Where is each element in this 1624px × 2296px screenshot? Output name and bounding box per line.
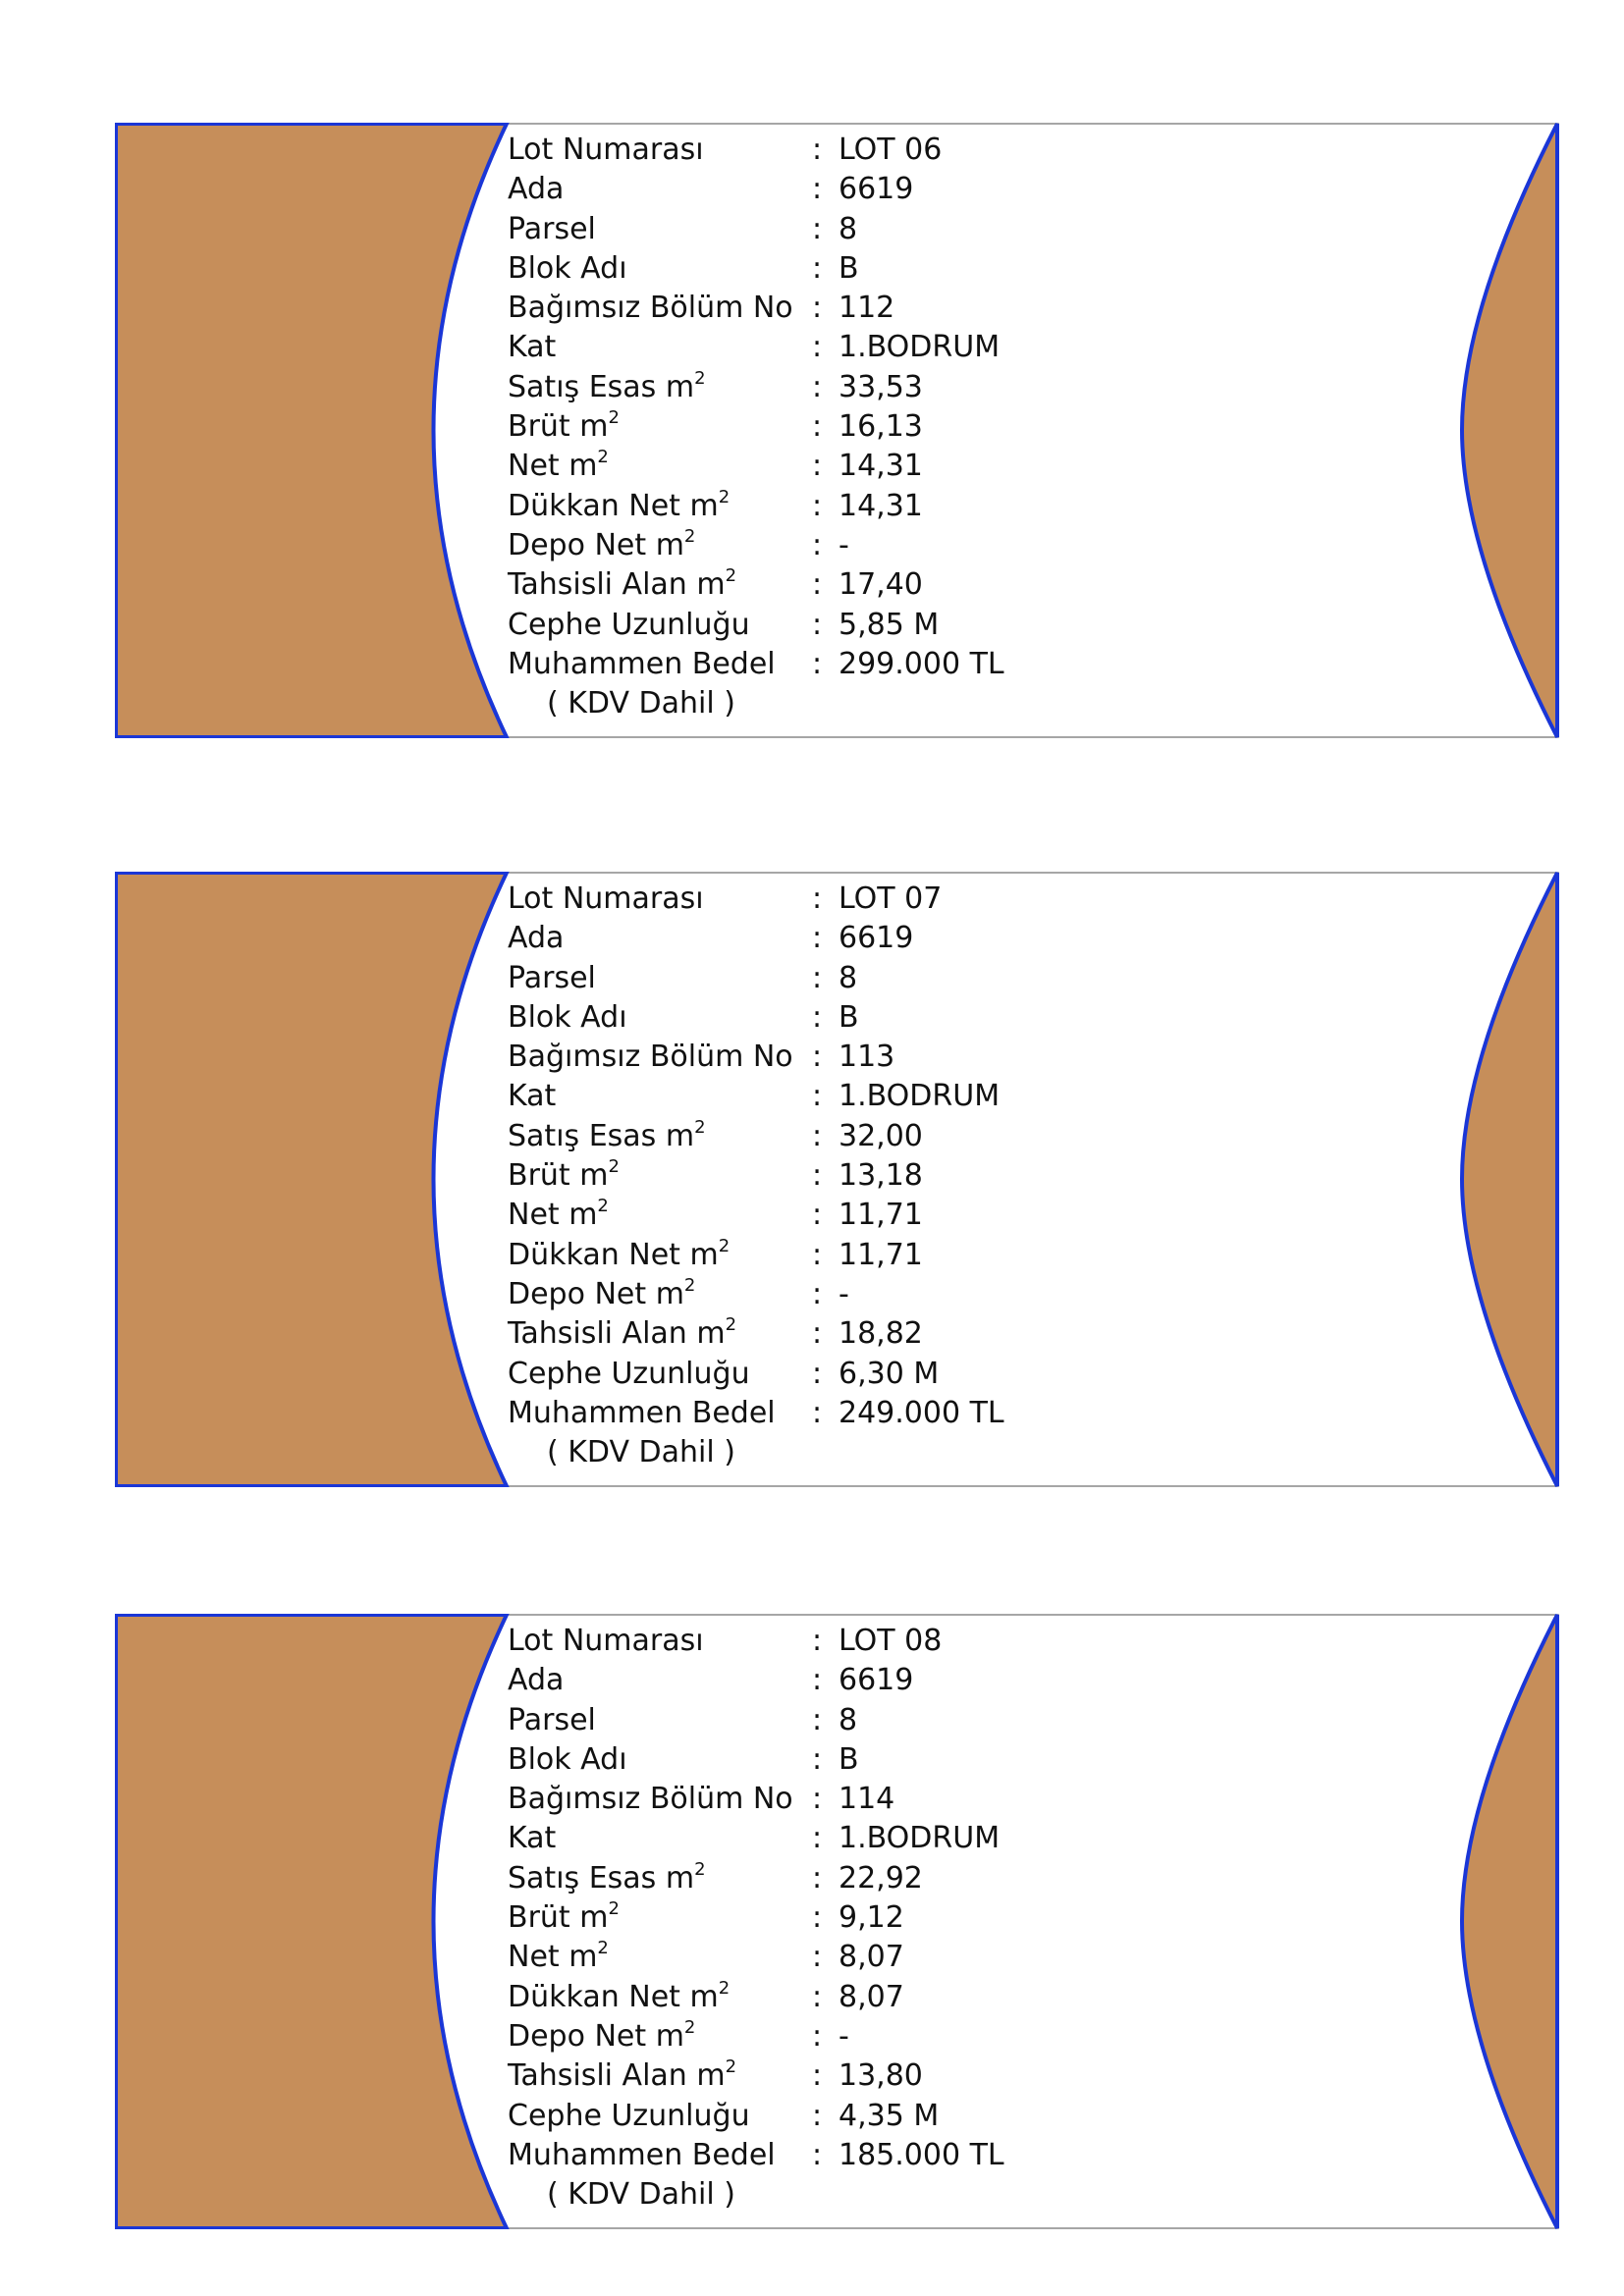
- square-superscript: 2: [725, 2056, 737, 2078]
- field-label: Tahsisli Alan $m^2$: [508, 1314, 737, 1352]
- field-colon: :: [812, 1395, 823, 1430]
- lot-card: [115, 1614, 1559, 2229]
- square-superscript: 2: [694, 367, 706, 389]
- field-value-cephe: 4,35 M: [839, 2098, 940, 2133]
- lot-card-frame: [115, 123, 1559, 738]
- field-label: Depo Net $m^2$: [508, 1274, 696, 1311]
- field-colon: :: [812, 133, 823, 167]
- field-value-net: 11,71: [839, 1198, 923, 1233]
- field-value-brut: 13,18: [839, 1158, 923, 1194]
- field-label: Ada: [508, 921, 565, 956]
- field-colon: :: [812, 1860, 823, 1896]
- field-colon: :: [812, 1079, 823, 1114]
- field-label: Depo Net $m^2$: [508, 525, 696, 562]
- field-colon: :: [812, 1158, 823, 1194]
- field-value-bedel: 249.000 TL: [839, 1395, 1004, 1430]
- field-label: Dükkan Net $m^2$: [508, 1977, 731, 2014]
- field-colon: :: [812, 567, 823, 603]
- field-value-brut: 9,12: [839, 1900, 904, 1936]
- field-label: Parsel: [508, 211, 596, 246]
- field-colon: :: [812, 1356, 823, 1391]
- field-value-kat: 1.BODRUM: [839, 330, 1001, 365]
- field-label: Depo Net $m^2$: [508, 2016, 696, 2054]
- field-colon: :: [812, 1040, 823, 1075]
- field-colon: :: [812, 2058, 823, 2094]
- field-colon: :: [812, 1741, 823, 1777]
- field-label: Net $m^2$: [508, 447, 609, 484]
- field-colon: :: [812, 211, 823, 246]
- square-superscript: 2: [683, 2016, 696, 2038]
- field-label: Satış Esas $m^2$: [508, 1116, 706, 1153]
- field-colon: :: [812, 1782, 823, 1817]
- field-colon: :: [812, 921, 823, 956]
- square-superscript: 2: [718, 1235, 731, 1256]
- lot-card: [115, 872, 1559, 1487]
- field-colon: :: [812, 1198, 823, 1233]
- field-label: Muhammen Bedel: [508, 2137, 776, 2172]
- field-value-parsel: 8: [839, 960, 858, 995]
- field-value-parsel: 8: [839, 211, 858, 246]
- field-colon: :: [812, 1821, 823, 1856]
- field-colon: :: [812, 1979, 823, 2014]
- field-label: Blok Adı: [508, 250, 627, 286]
- square-superscript: 2: [694, 1858, 706, 1880]
- field-label: Brüt $m^2$: [508, 1898, 620, 1936]
- field-value-bolum: 112: [839, 291, 895, 326]
- field-colon: :: [812, 488, 823, 523]
- field-colon: :: [812, 1940, 823, 1975]
- field-value-bedel: 299.000 TL: [839, 646, 1004, 681]
- field-value-lot: LOT 08: [839, 1624, 943, 1658]
- field-label: Parsel: [508, 960, 596, 995]
- field-value-net: 8,07: [839, 1940, 904, 1975]
- kdv-note: ( KDV Dahil ): [547, 1435, 735, 1470]
- field-label: Brüt $m^2$: [508, 407, 620, 445]
- field-label: Lot Numarası: [508, 133, 704, 167]
- square-superscript: 2: [683, 525, 696, 547]
- field-value-brut: 16,13: [839, 409, 923, 445]
- lot-card-frame: [115, 1614, 1559, 2229]
- field-colon: :: [812, 1118, 823, 1153]
- field-colon: :: [812, 291, 823, 326]
- square-superscript: 2: [683, 1274, 696, 1296]
- field-label: Dükkan Net $m^2$: [508, 1235, 731, 1272]
- square-superscript: 2: [694, 1116, 706, 1138]
- field-value-satis: 22,92: [839, 1860, 923, 1896]
- field-value-lot: LOT 07: [839, 881, 943, 916]
- field-value-cephe: 6,30 M: [839, 1356, 940, 1391]
- field-colon: :: [812, 330, 823, 365]
- field-label: Kat: [508, 330, 557, 365]
- field-label: Cephe Uzunluğu: [508, 2098, 750, 2133]
- field-colon: :: [812, 369, 823, 404]
- field-label: Net $m^2$: [508, 1938, 609, 1975]
- field-value-cephe: 5,85 M: [839, 607, 940, 642]
- kdv-note: ( KDV Dahil ): [547, 2177, 735, 2213]
- field-value-blok: B: [839, 250, 859, 286]
- field-value-bedel: 185.000 TL: [839, 2137, 1004, 2172]
- square-superscript: 2: [597, 1938, 609, 1959]
- field-label: Lot Numarası: [508, 881, 704, 916]
- square-superscript: 2: [608, 1156, 620, 1178]
- field-value-kat: 1.BODRUM: [839, 1079, 1001, 1114]
- field-value-tahsisli: 13,80: [839, 2058, 923, 2094]
- field-label: Cephe Uzunluğu: [508, 1356, 750, 1391]
- field-colon: :: [812, 250, 823, 286]
- right-decorative-arc: [1462, 873, 1557, 1486]
- field-label: Net $m^2$: [508, 1196, 609, 1233]
- left-decorative-panel: [116, 124, 507, 737]
- field-value-ada: 6619: [839, 1663, 914, 1698]
- field-colon: :: [812, 999, 823, 1035]
- field-label: Cephe Uzunluğu: [508, 607, 750, 642]
- square-superscript: 2: [608, 407, 620, 429]
- kdv-note: ( KDV Dahil ): [547, 686, 735, 721]
- field-label: Bağımsız Bölüm No: [508, 291, 793, 326]
- field-value-bolum: 114: [839, 1782, 895, 1817]
- square-superscript: 2: [718, 1977, 731, 1999]
- field-label: Parsel: [508, 1702, 596, 1737]
- field-label: Satış Esas $m^2$: [508, 367, 706, 404]
- field-value-parsel: 8: [839, 1702, 858, 1737]
- field-colon: :: [812, 172, 823, 207]
- field-label: Muhammen Bedel: [508, 1395, 776, 1430]
- lot-card-frame: [115, 872, 1559, 1487]
- field-label: Ada: [508, 1663, 565, 1698]
- field-colon: :: [812, 646, 823, 681]
- right-decorative-arc: [1462, 1615, 1557, 2228]
- field-colon: :: [812, 2137, 823, 2172]
- field-colon: :: [812, 1900, 823, 1936]
- field-value-dukkan: 11,71: [839, 1237, 923, 1272]
- field-value-bolum: 113: [839, 1040, 895, 1075]
- square-superscript: 2: [597, 447, 609, 468]
- field-label: Bağımsız Bölüm No: [508, 1040, 793, 1075]
- field-colon: :: [812, 2098, 823, 2133]
- field-colon: :: [812, 2018, 823, 2054]
- field-label: Dükkan Net $m^2$: [508, 486, 731, 523]
- field-value-dukkan: 14,31: [839, 488, 923, 523]
- left-decorative-panel: [116, 1615, 507, 2228]
- square-superscript: 2: [725, 1314, 737, 1336]
- field-value-satis: 32,00: [839, 1118, 923, 1153]
- field-colon: :: [812, 1237, 823, 1272]
- field-value-satis: 33,53: [839, 369, 923, 404]
- field-colon: :: [812, 449, 823, 484]
- field-value-depo: -: [839, 527, 849, 562]
- left-decorative-panel: [116, 873, 507, 1486]
- field-label: Bağımsız Bölüm No: [508, 1782, 793, 1817]
- field-label: Blok Adı: [508, 999, 627, 1035]
- square-superscript: 2: [608, 1898, 620, 1920]
- field-value-depo: -: [839, 2018, 849, 2054]
- square-superscript: 2: [597, 1196, 609, 1217]
- field-label: Blok Adı: [508, 1741, 627, 1777]
- field-colon: :: [812, 1663, 823, 1698]
- field-label: Muhammen Bedel: [508, 646, 776, 681]
- field-value-ada: 6619: [839, 921, 914, 956]
- field-label: Ada: [508, 172, 565, 207]
- lot-card: [115, 123, 1559, 738]
- field-value-net: 14,31: [839, 449, 923, 484]
- field-colon: :: [812, 881, 823, 916]
- field-value-dukkan: 8,07: [839, 1979, 904, 2014]
- square-superscript: 2: [725, 565, 737, 587]
- field-colon: :: [812, 527, 823, 562]
- field-label: Brüt $m^2$: [508, 1156, 620, 1194]
- field-label: Tahsisli Alan $m^2$: [508, 565, 737, 603]
- field-value-blok: B: [839, 999, 859, 1035]
- field-colon: :: [812, 1702, 823, 1737]
- field-colon: :: [812, 607, 823, 642]
- field-value-blok: B: [839, 1741, 859, 1777]
- field-value-tahsisli: 17,40: [839, 567, 923, 603]
- field-colon: :: [812, 1316, 823, 1352]
- field-value-lot: LOT 06: [839, 133, 943, 167]
- field-value-depo: -: [839, 1276, 849, 1311]
- field-colon: :: [812, 1624, 823, 1658]
- field-value-kat: 1.BODRUM: [839, 1821, 1001, 1856]
- field-label: Kat: [508, 1821, 557, 1856]
- field-label: Tahsisli Alan $m^2$: [508, 2056, 737, 2094]
- field-label: Kat: [508, 1079, 557, 1114]
- field-colon: :: [812, 960, 823, 995]
- field-label: Lot Numarası: [508, 1624, 704, 1658]
- field-colon: :: [812, 1276, 823, 1311]
- field-value-ada: 6619: [839, 172, 914, 207]
- field-colon: :: [812, 409, 823, 445]
- field-value-tahsisli: 18,82: [839, 1316, 923, 1352]
- field-label: Satış Esas $m^2$: [508, 1858, 706, 1896]
- square-superscript: 2: [718, 486, 731, 507]
- right-decorative-arc: [1462, 124, 1557, 737]
